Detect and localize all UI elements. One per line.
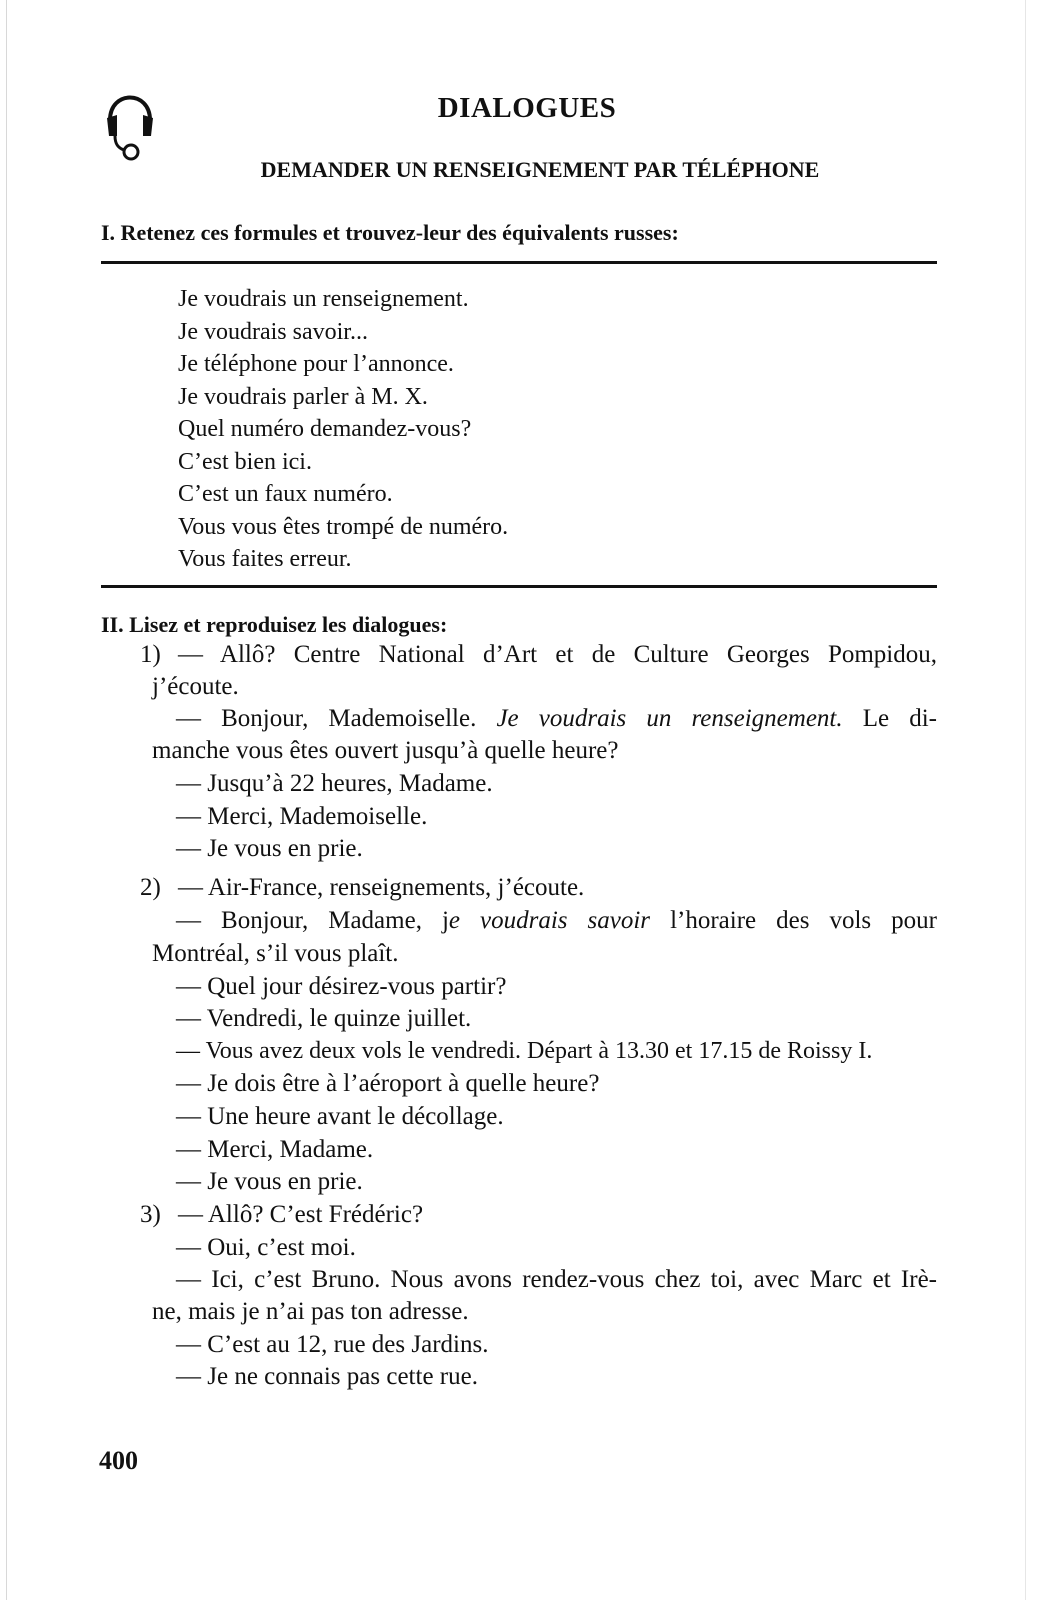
formula-item: C’est bien ici.: [178, 448, 312, 475]
dialogue-line: 1) — Allô? Centre National d’Art et de Culture Georges Pompidou,: [140, 641, 937, 668]
dialogue-line: — Quel jour désirez-vous partir?: [176, 973, 507, 1000]
section-1-heading: I. Retenez ces formules et trouvez-leur des équivalents russes:: [101, 220, 679, 245]
divider-top: [101, 261, 937, 264]
divider-bottom: [101, 585, 937, 588]
scan-edge-left: [6, 0, 7, 1600]
formula-item: Vous vous êtes trompé de numéro.: [178, 513, 509, 540]
dialogue-line: — Bonjour, Mademoiselle. Je voudrais un renseignement. Le di-: [176, 705, 938, 732]
formula-item: Je voudrais savoir...: [178, 318, 368, 345]
dialogue-line: — Je vous en prie.: [176, 1168, 363, 1195]
formula-item: Vous faites erreur.: [178, 546, 352, 572]
dialogue-line: — Une heure avant le décollage.: [176, 1103, 504, 1130]
dialogue-number: 1): [140, 641, 161, 668]
dialogue-line: ne, mais je n’ai pas ton adresse.: [152, 1298, 469, 1325]
page-title: DIALOGUES: [437, 92, 617, 124]
dialogue-line: — Vendredi, le quinze juillet.: [176, 1005, 472, 1032]
dialogue-line: — Jusqu’à 22 heures, Madame.: [176, 770, 493, 797]
dialogue-line: — Je vous en prie.: [176, 835, 363, 862]
section-2-heading: II. Lisez et reproduisez les dialogues:: [101, 612, 448, 637]
page-subtitle: DEMANDER UN RENSEIGNEMENT PAR TÉLÉPHONE: [260, 157, 820, 182]
dialogue-line: — Merci, Mademoiselle.: [176, 803, 428, 830]
formula-item: Je voudrais parler à M. X.: [178, 383, 428, 410]
formula-item: Je téléphone pour l’annonce.: [178, 351, 454, 377]
dialogue-line: — Merci, Madame.: [176, 1136, 374, 1163]
dialogue-line: — C’est au 12, rue des Jardins.: [176, 1331, 489, 1358]
dialogue-line: — Vous avez deux vols le vendredi. Départ à 13.30 et 17.15 de Roissy I.: [176, 1038, 873, 1064]
dialogue-line: — Je dois être à l’aéroport à quelle heure?: [176, 1070, 600, 1097]
dialogue-line: — Ici, c’est Bruno. Nous avons rendez-vous chez toi, avec Marc et Irè-: [176, 1266, 937, 1293]
dialogue-line: Montréal, s’il vous plaît.: [152, 940, 399, 967]
dialogue-line: j’écoute.: [152, 673, 239, 700]
dialogue-line: — Bonjour, Madame, je voudrais savoir l’horaire des vols pour: [176, 907, 937, 934]
dialogue-line: — Je ne connais pas cette rue.: [176, 1363, 478, 1390]
formula-item: Je voudrais un renseignement.: [178, 286, 469, 312]
scan-edge-right: [1025, 0, 1026, 1600]
dialogue-line: 2) — Air-France, renseignements, j’écoute.: [140, 874, 585, 901]
dialogue-number: 3): [140, 1201, 161, 1228]
formula-item: C’est un faux numéro.: [178, 481, 393, 507]
formula-list: [178, 283, 508, 576]
page-number: 400: [99, 1446, 138, 1475]
dialogue-number: 2): [140, 874, 161, 901]
formula-item: Quel numéro demandez-vous?: [178, 416, 472, 442]
dialogue-line: — Oui, c’est moi.: [176, 1234, 356, 1261]
dialogue-line: manche vous êtes ouvert jusqu’à quelle heure?: [152, 737, 619, 764]
dialogue-line: 3) — Allô? C’est Frédéric?: [140, 1201, 424, 1228]
